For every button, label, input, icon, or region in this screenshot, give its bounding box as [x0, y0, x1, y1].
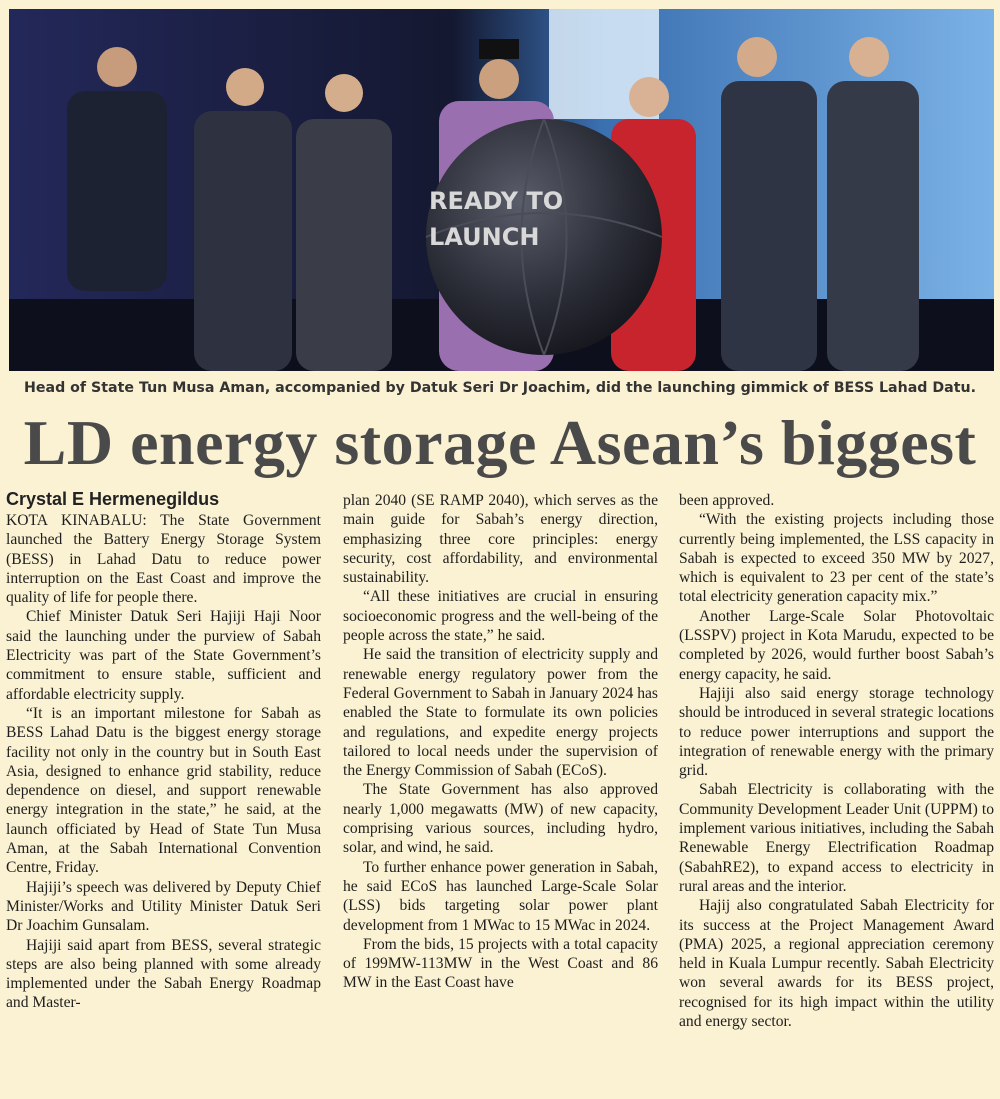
paragraph: Another Large-Scale Solar Photovoltaic (LSSPV) project in Kota Marudu, expected to be completed by 2026, would further boost Sabah’s energy capacity, he said.: [679, 607, 994, 683]
sphere-text-line2: LAUNCH: [429, 223, 540, 251]
byline: Crystal E Hermenegildus: [6, 489, 220, 509]
paragraph: Hajiji also said energy storage technology should be introduced in several strategic locations to reduce power interruptions and support the integration of renewable energy with the primary grid.: [679, 684, 994, 780]
photo-caption: Head of State Tun Musa Aman, accompanied by Datuk Seri Dr Joachim, did the launching gimmick of BESS Lahad Datu.: [24, 380, 976, 396]
headline: LD energy storage Asean’s biggest: [23, 407, 977, 478]
person-7: [827, 37, 919, 371]
launch-sphere: [426, 119, 662, 355]
paragraph: Sabah Electricity is collaborating with the Community Development Leader Unit (UPPM) to implement various initiatives, including the Sabah Renewable Energy Electrification Roadmap (SabahRE2), to expand access to electricity in rural areas and the interior.: [679, 781, 994, 895]
paragraph: “It is an important milestone for Sabah as BESS Lahad Datu is the biggest energy storage facility not only in the country but in South East Asia, designed to enhance grid stability, reduce dependence on diesel, and support renewable energy integration in the state,” he said, at the launch officiated by Head of State Tun Musa Aman, at the Sabah International Convention Centre, Friday.: [6, 704, 321, 877]
paragraph: To further enhance power generation in Sabah, he said ECoS has launched Large-Scale Solar (LSS) bids targeting solar power plant development from 1 MWac to 15 MWac in 2024.: [343, 858, 658, 934]
paragraph: “With the existing projects including those currently being implemented, the LSS capacity in Sabah is expected to exceed 350 MW by 2027, which is equivalent to 23 per cent of the state’s total electricity generation capacity mix.”: [679, 511, 994, 606]
paragraph: The State Government has also approved nearly 1,000 megawatts (MW) of new capacity, comprising various sources, including hydro, solar, and wind, he said.: [343, 781, 658, 857]
person-6: [721, 37, 817, 371]
paragraph: been approved.: [679, 492, 775, 509]
article-column-2: [343, 491, 658, 993]
paragraph: From the bids, 15 projects with a total capacity of 199MW-113MW in the West Coast and 86 MW in the East Coast have: [343, 935, 658, 992]
paragraph: KOTA KINABALU: The State Government launched the Battery Energy Storage System (BESS) in Lahad Datu to reduce power interruption on the East Coast and improve the quality of life for people there.: [6, 512, 321, 607]
sphere-text-line1: READY TO: [429, 187, 564, 215]
news-photo: [9, 9, 994, 371]
article-column-1: [6, 511, 321, 1013]
paragraph: Chief Minister Datuk Seri Hajiji Haji Noor said the launching under the purview of Sabah Electricity was part of the State Government’s commitment to ensure stable, sufficient and affordable electricity supply.: [6, 608, 321, 703]
paragraph: He said the transition of electricity supply and renewable energy regulatory power from the Federal Government to Sabah in January 2024 has enabled the State to formulate its own policies and regulations, and expedite energy projects tailored to local needs under the supervision of the Energy Commission of Sabah (ECoS).: [343, 646, 658, 780]
paragraph: “All these initiatives are crucial in ensuring socioeconomic progress and the well-being of the people across the state,” he said.: [343, 588, 658, 645]
paragraph: Hajiji’s speech was delivered by Deputy Chief Minister/Works and Utility Minister Datuk Seri Dr Joachim Gunsalam.: [6, 878, 321, 935]
paragraph: plan 2040 (SE RAMP 2040), which serves as the main guide for Sabah’s energy direction, emphasizing three core principles: energy security, cost affordability, and environmental sustainability.: [343, 492, 658, 587]
paragraph: Hajij also congratulated Sabah Electricity for its success at the Project Management Award (PMA) 2025, a regional appreciation ceremony held in Kuala Lumpur recently. Sabah Electricity won several awards for its BESS project, recognised for its high impact within the utility and energy sector.: [679, 897, 994, 1031]
article-column-3: [679, 491, 994, 1031]
person-2: [194, 68, 292, 371]
paragraph: Hajiji said apart from BESS, several strategic steps are also being planned with some already implemented under the Sabah Energy Roadmap and Master-: [6, 936, 321, 1012]
